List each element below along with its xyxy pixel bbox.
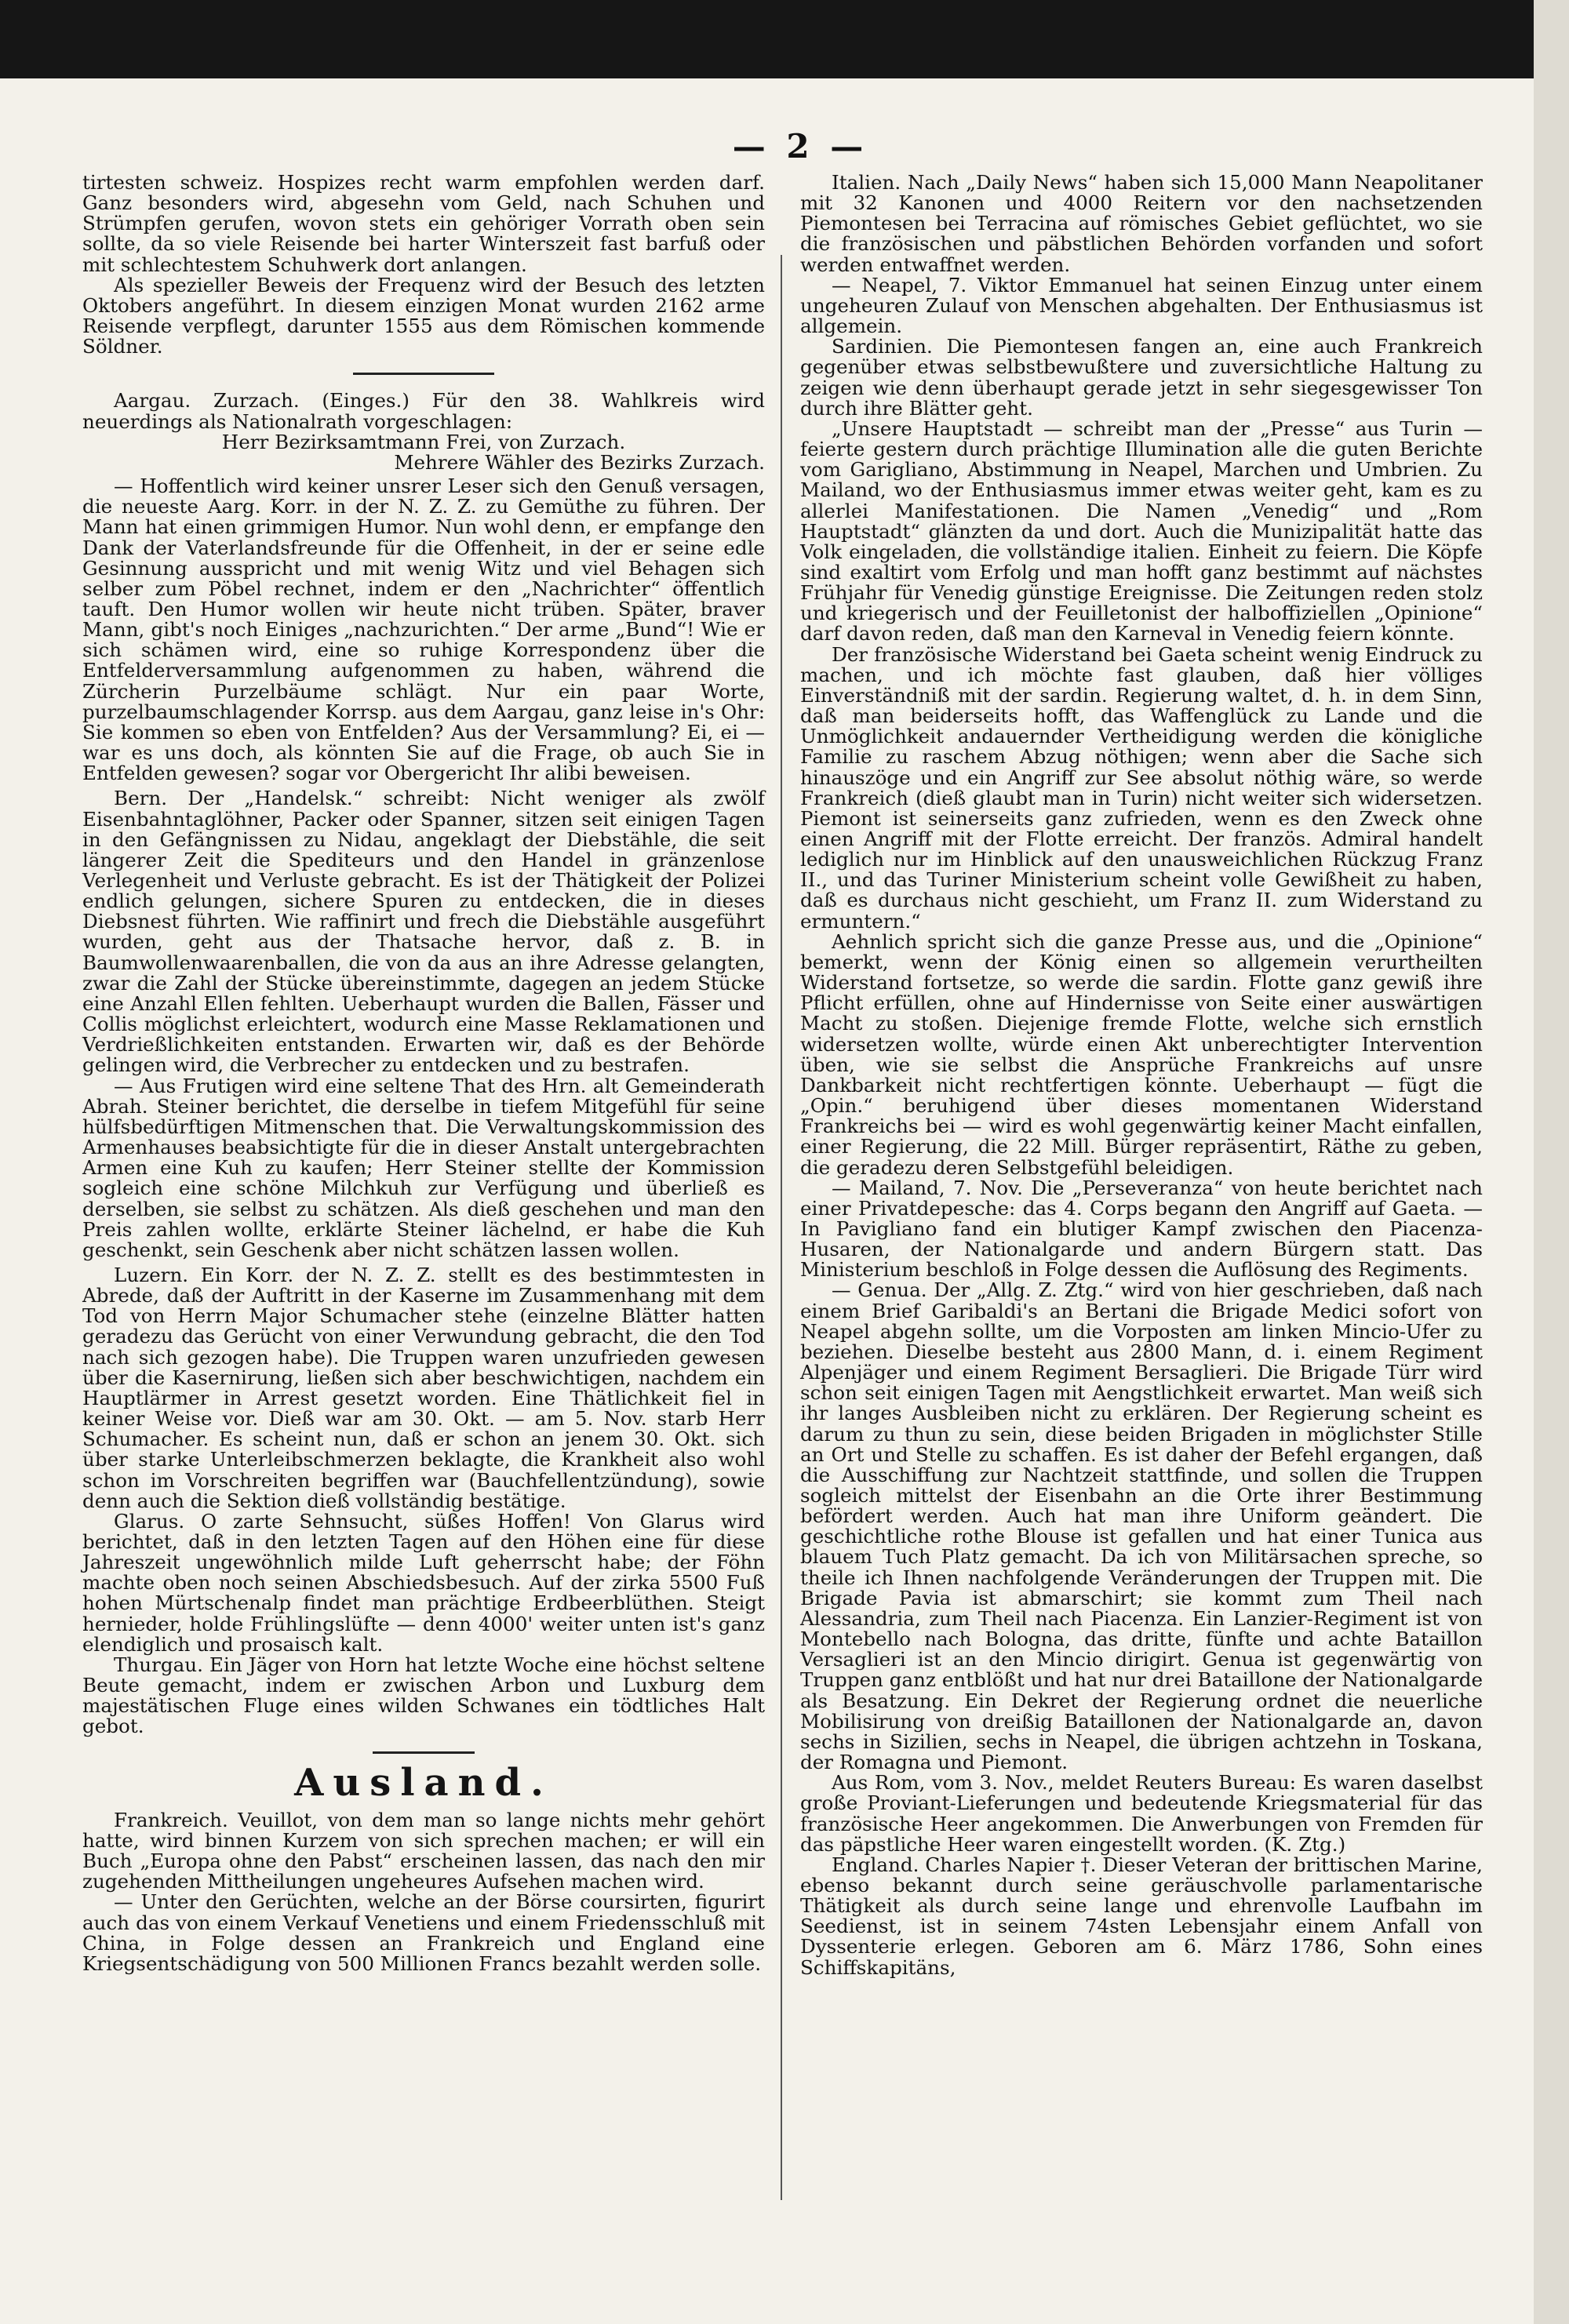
left-column — [82, 173, 765, 1974]
section-rule — [373, 1751, 475, 1754]
section-rule — [353, 373, 494, 375]
section-heading-ausland: Ausland. — [294, 1760, 553, 1805]
article-paragraph: Der französische Widerstand bei Gaeta scheint wenig Eindruck zu machen, und ich möchte fast glauben, daß hier völliges Einverständniß mit der sardin. Regierung waltet, d. h. in dem Sinn, daß man beiderseits hofft, das Waffenglück zu Lande und die Unmöglichkeit andauernder Vertheidigung werden die königliche Familie zu raschem Abzug nöthigen; wenn aber die Sache sich hinauszöge und ein Angriff zur See absolut nöthig wäre, so werde Frankreich (dieß glaubt man in Turin) nicht weiter sich widersetzen. Piemont ist seinerseits ganz zufrieden, wenn es den Zweck ohne einen Angriff mit der Flotte erreicht. Der französ. Admiral handelt lediglich nur im Hinblick auf den unausweichlichen Rückzug Franz II., und das Turiner Ministerium scheint volle Gewißheit zu haben, daß es durchaus nicht geschieht, um Franz II. zum Widerstand zu ermuntern.“ — [800, 642, 1483, 933]
article-paragraph: Aehnlich spricht sich die ganze Presse aus, und die „Opinione“ bemerkt, wenn der König einen so allgemein verurtheilten Widerstand fortsetze, so werde die sardin. Flotte ganz gewiß ihre Pflicht erfüllen, ohne auf Hindernisse von Seite einer auswärtigen Macht zu stoßen. Diejenige fremde Flotte, welche sich ernstlich widersetzen wollte, würde einen Akt unberechtigter Intervention üben, wie sie selbst die Ansprüche Frankreichs auf unsre Dankbarkeit nicht rechtfertigen könnte. Ueberhaupt — fügt die „Opin.“ beruhigend über dieses momentanen Widerstand Frankreichs bei — wird es wohl gegenwärtig keiner Macht einfallen, einer Regierung, die 22 Mill. Bürger repräsentirt, Räthe zu geben, die geradezu deren Selbstgefühl beleidigen. — [800, 929, 1483, 1179]
article-paragraph: tirtesten schweiz. Hospizes recht warm empfohlen werden darf. Ganz besonders wird, abgesehn vom Geld, nach Schuhen und Strümpfen gerufen, wovon stets ein gehöriger Vorrath oben sein sollte, da so viele Reisende bei harter Winterszeit fast barfuß oder mit schlechtestem Schuhwerk dort anlangen. — [82, 171, 765, 276]
signature-line: Mehrere Wähler des Bezirks Zurzach. — [394, 450, 765, 474]
scan-border-right — [1534, 0, 1569, 2324]
page-number: — 2 — — [732, 127, 868, 165]
newspaper-page — [0, 78, 1534, 2324]
right-column — [800, 173, 1483, 1978]
scan-border-top — [0, 0, 1569, 78]
article-paragraph: — Aus Frutigen wird eine seltene That des Hrn. alt Gemeinderath Abrah. Steiner berichtet, die derselbe in tiefem Mitgefühl für seine hülfsbedürftigen Mitmenschen that. Die Verwaltungskommission des Armenhauses beabsichtigte für die in dieser Anstalt untergebrachten Armen eine Kuh zu kaufen; Herr Steiner stellte der Kommission sogleich eine schöne Milchkuh zur Verfügung und überließ es derselben, sie selbst zu schätzen. Als dieß geschehen und man den Preis zahlen wollte, erklärte Steiner lächelnd, er habe die Kuh geschenkt, sein Geschenk aber nicht schätzen lassen wollen. — [82, 1074, 765, 1261]
column-divider — [781, 255, 782, 2200]
article-paragraph: Luzern. Ein Korr. der N. Z. Z. stellt es des bestimmtesten in Abrede, daß der Auftritt in der Kaserne im Zusammenhang mit dem Tod von Herrn Major Schumacher stehe (einzelne Blätter hatten geradezu das Gerücht von einer Verwundung gebracht, die den Tod nach sich gezogen habe). Die Truppen waren unzufrieden gewesen über die Kasernirung, ließen sich aber beschwichtigen, nachdem ein Hauptlärmer in Arrest gesetzt worden. Eine Thätlichkeit fiel in keiner Weise vor. Dieß war am 30. Okt. — am 5. Nov. starb Herr Schumacher. Es scheint nun, daß er schon an jenem 30. Okt. sich über starke Unterleibschmerzen beklagte, die Krankheit also wohl schon im Vorschreiten begriffen war (Bauchfellentzündung), sowie denn auch die Sektion dieß vollständig bestätige. — [82, 1263, 765, 1512]
article-paragraph: Frankreich. Veuillot, von dem man so lange nichts mehr gehört hatte, wird binnen Kurzem von sich sprechen machen; er will ein Buch „Europa ohne den Pabst“ erscheinen lassen, das nach den mir zugehenden Mittheilungen ungeheures Aufsehen machen wird. — [82, 1808, 765, 1893]
nominee-line: Herr Bezirksamtmann Frei, von Zurzach. — [221, 430, 626, 453]
article-paragraph: Sardinien. Die Piemontesen fangen an, eine auch Frankreich gegenüber etwas selbstbewußtere und zuversichtliche Haltung zu zeigen wie denn überhaupt gerade jetzt in sehr siegesgewisser Ton durch ihre Blätter geht. — [800, 335, 1483, 420]
article-paragraph: Aargau. Zurzach. (Einges.) Für den 38. Wahlkreis wird neuerdings als Nationalrath vorgeschlagen: — [82, 389, 765, 433]
article-paragraph: „Unsere Hauptstadt — schreibt man der „Presse“ aus Turin — feierte gestern durch prächtige Illumination alle die guten Berichte vom Garigliano, Abstimmung in Neapel, Marchen und Umbrien. Zu Mailand, wo der Enthusiasmus immer etwas weiter geht, kam es zu allerlei Manifestationen. Die Namen „Venedig“ und „Rom Hauptstadt“ glänzten da und dort. Auch die Munizipalität hatte das Volk eingeladen, die vollständige italien. Einheit zu feiern. Die Köpfe sind exaltirt vom Erfolg und man hofft ganz bestimmt auf nächstes Frühjahr für Venedig günstige Ereignisse. Die Zeitungen reden stolz und kriegerisch und der Feuilletonist der halboffiziellen „Opinione“ darf davon reden, daß man den Karneval in Venedig feiern könnte. — [800, 416, 1483, 646]
article-paragraph: — Genua. Der „Allg. Z. Ztg.“ wird von hier geschrieben, daß nach einem Brief Garibaldi's an Bertani die Brigade Medici sofort von Neapel abgehn sollte, um die Vorposten am linken Mincio-Ufer zu beziehen. Dieselbe besteht aus 2800 Mann, d. i. einem Regiment Alpenjäger und einem Regiment Bersaglieri. Die Brigade Türr wird schon seit einigen Tagen mit Aengstlichkeit erwartet. Man weiß sich ihr langes Ausbleiben nicht zu erklären. Der Regierung scheint es darum zu thun zu sein, diese beiden Brigaden in möglichster Stille an Ort und Stelle zu schaffen. Es ist daher der Befehl ergangen, daß die Ausschiffung zur Nachtzeit stattfinde, und sollen die Truppen sogleich mittelst der Eisenbahn an die Orte ihrer Bestimmung befördert werden. Auch hat man ihre Uniform geändert. Die geschichtliche rothe Blouse ist gefallen und hat einer Tunica aus blauem Tuch Platz gemacht. Da ich von Militärsachen spreche, so theile ich Ihnen nachfolgende Veränderungen der Truppen mit. Die Brigade Pavia ist abmarschirt; sie kommt zum Theil nach Alessandria, zum Theil nach Piacenza. Ein Lanzier-Regiment ist von Montebello nach Bologna, das dritte, fünfte und achte Bataillon Versaglieri ist an den Mincio dirigirt. Genua ist gegenwärtig von Truppen ganz entblößt und hat nur drei Bataillone der Nationalgarde als Besatzung. Ein Dekret der Regierung ordnet die neuerliche Mobilisirung von dreißig Bataillonen der Nationalgarde an, davon sechs in Sizilien, sechs in Neapel, die übrigen achtzehn in Toskana, der Romagna und Piemont. — [800, 1278, 1483, 1774]
article-paragraph: — Hoffentlich wird keiner unsrer Leser sich den Genuß versagen, die neueste Aarg. Korr. in der N. Z. Z. zu Gemüthe zu führen. Der Mann hat einen grimmigen Humor. Nun wohl denn, er empfange den Dank der Vaterlandsfreunde für die Offenheit, in der er seine edle Gesinnung ausspricht und mit wenig Witz und viel Behagen sich selber zum Pöbel rechnet, indem er den „Nachrichter“ öffentlich tauft. Den Humor wollen wir heute nicht trüben. Später, braver Mann, gibt's noch Einiges „nachzurichten.“ Der arme „Bund“! Wie er sich schämen wird, eine so ruhige Korrespondenz über die Entfelderversammlung aufgenommen zu haben, während die Zürcherin Purzelbäume schlägt. Nur ein paar Worte, purzelbaumschlagender Korrsp. aus dem Aargau, ganz leise in's Ohr: Sie kommen so eben von Entfelden? Aus der Versammlung? Ei, ei — war es uns doch, als könnten Sie auf die Frage, ob auch Sie in Entfelden gewesen? sogar vor Obergericht Ihr alibi beweisen. — [82, 475, 765, 785]
article-paragraph: Thurgau. Ein Jäger von Horn hat letzte Woche eine höchst seltene Beute gemacht, indem er zwischen Arbon und Luxburg dem majestätischen Fluge eines wilden Schwanes ein tödtliches Halt gebot. — [82, 1653, 765, 1738]
article-paragraph: Aus Rom, vom 3. Nov., meldet Reuters Bureau: Es waren daselbst große Proviant-Lieferungen und bedeutende Kriegsmaterial für das französische Heer angekommen. Die Anwerbungen von Fremden für das päpstliche Heer waren eingestellt worden. (K. Ztg.) — [800, 1771, 1483, 1856]
article-paragraph: England. Charles Napier †. Dieser Veteran der brittischen Marine, ebenso bekannt durch seine geräuschvolle parlamentarische Thätigkeit als durch seine lange und ehrenvolle Laufbahn im Seedienst, ist in seinem 74sten Lebensjahr einem Anfall von Dyssenterie erlegen. Geboren am 6. März 1786, Sohn eines Schiffskapitäns, — [800, 1853, 1483, 1979]
article-paragraph: — Mailand, 7. Nov. Die „Perseveranza“ von heute berichtet nach einer Privatdepesche: das 4. Corps begann den Angriff auf Gaeta. — In Pavigliano fand ein blutiger Kampf zwischen den Piacenza-Husaren, der Nationalgarde und andern Bürgern statt. Das Ministerium beschloß in Folge dessen die Auflösung des Regiments. — [800, 1176, 1483, 1282]
article-paragraph: — Neapel, 7. Viktor Emmanuel hat seinen Einzug unter einem ungeheuren Zulauf von Menschen abgehalten. Der Enthusiasmus ist allgemein. — [800, 273, 1483, 338]
article-paragraph: Als spezieller Beweis der Frequenz wird der Besuch des letzten Oktobers angeführt. In diesem einzigen Monat wurden 2162 arme Reisende verpflegt, darunter 1555 aus dem Römischen kommende Söldner. — [82, 273, 765, 358]
article-paragraph: Italien. Nach „Daily News“ haben sich 15,000 Mann Neapolitaner mit 32 Kanonen und 4000 Reitern vor den nachsetzenden Piemontesen bei Terracina auf römisches Gebiet geflüchtet, wo sie die französischen und päbstlichen Behörden vorfanden und sofort werden entwaffnet werden. — [800, 171, 1483, 276]
article-paragraph: — Unter den Gerüchten, welche an der Börse coursirten, figurirt auch das von einem Verkauf Venetiens und einem Friedensschluß mit China, in Folge dessen an Frankreich und England eine Kriegsentschädigung von 500 Millionen Francs bezahlt werden solle. — [82, 1890, 765, 1975]
article-paragraph: Bern. Der „Handelsk.“ schreibt: Nicht weniger als zwölf Eisenbahntaglöhner, Packer oder Spanner, sitzen seit einigen Tagen in den Gefängnissen zu Nidau, angeklagt der Diebstähle, die seit längerer Zeit die Spediteurs und den Handel in gränzenlose Verlegenheit und Verluste gebracht. Es ist der Thätigkeit der Polizei endlich gelungen, sichere Spuren zu entdecken, die in dieses Diebsnest führten. Wie raffinirt und frech die Diebstähle ausgeführt wurden, geht aus der Thatsache hervor, daß z. B. in Baumwollenwaarenballen, die von da aus an ihre Adresse gelangten, zwar die Zahl der Stücke übereinstimmte, dagegen an jedem Stücke eine Anzahl Ellen fehlten. Ueberhaupt wurden die Ballen, Fässer und Collis möglichst erleichtert, wodurch eine Masse Reklamationen und Verdrießlichkeiten entstanden. Erwarten wir, daß es der Behörde gelingen wird, die Verbrecher zu entdecken und zu bestrafen. — [82, 787, 765, 1077]
article-paragraph: Glarus. O zarte Sehnsucht, süßes Hoffen! Von Glarus wird berichtet, daß in den letzten Tagen auf den Höhen eine für diese Jahreszeit ungewöhnlich milde Luft geherrscht habe; der Föhn machte oben noch seinen Abschiedsbesuch. Auf der zirka 5500 Fuß hohen Mürtschenalp findet man prächtige Erdbeerblüthen. Steigt hernieder, holde Frühlingslüfte — denn 4000' weiter unten ist's ganz elendiglich und prosaisch kalt. — [82, 1509, 765, 1656]
